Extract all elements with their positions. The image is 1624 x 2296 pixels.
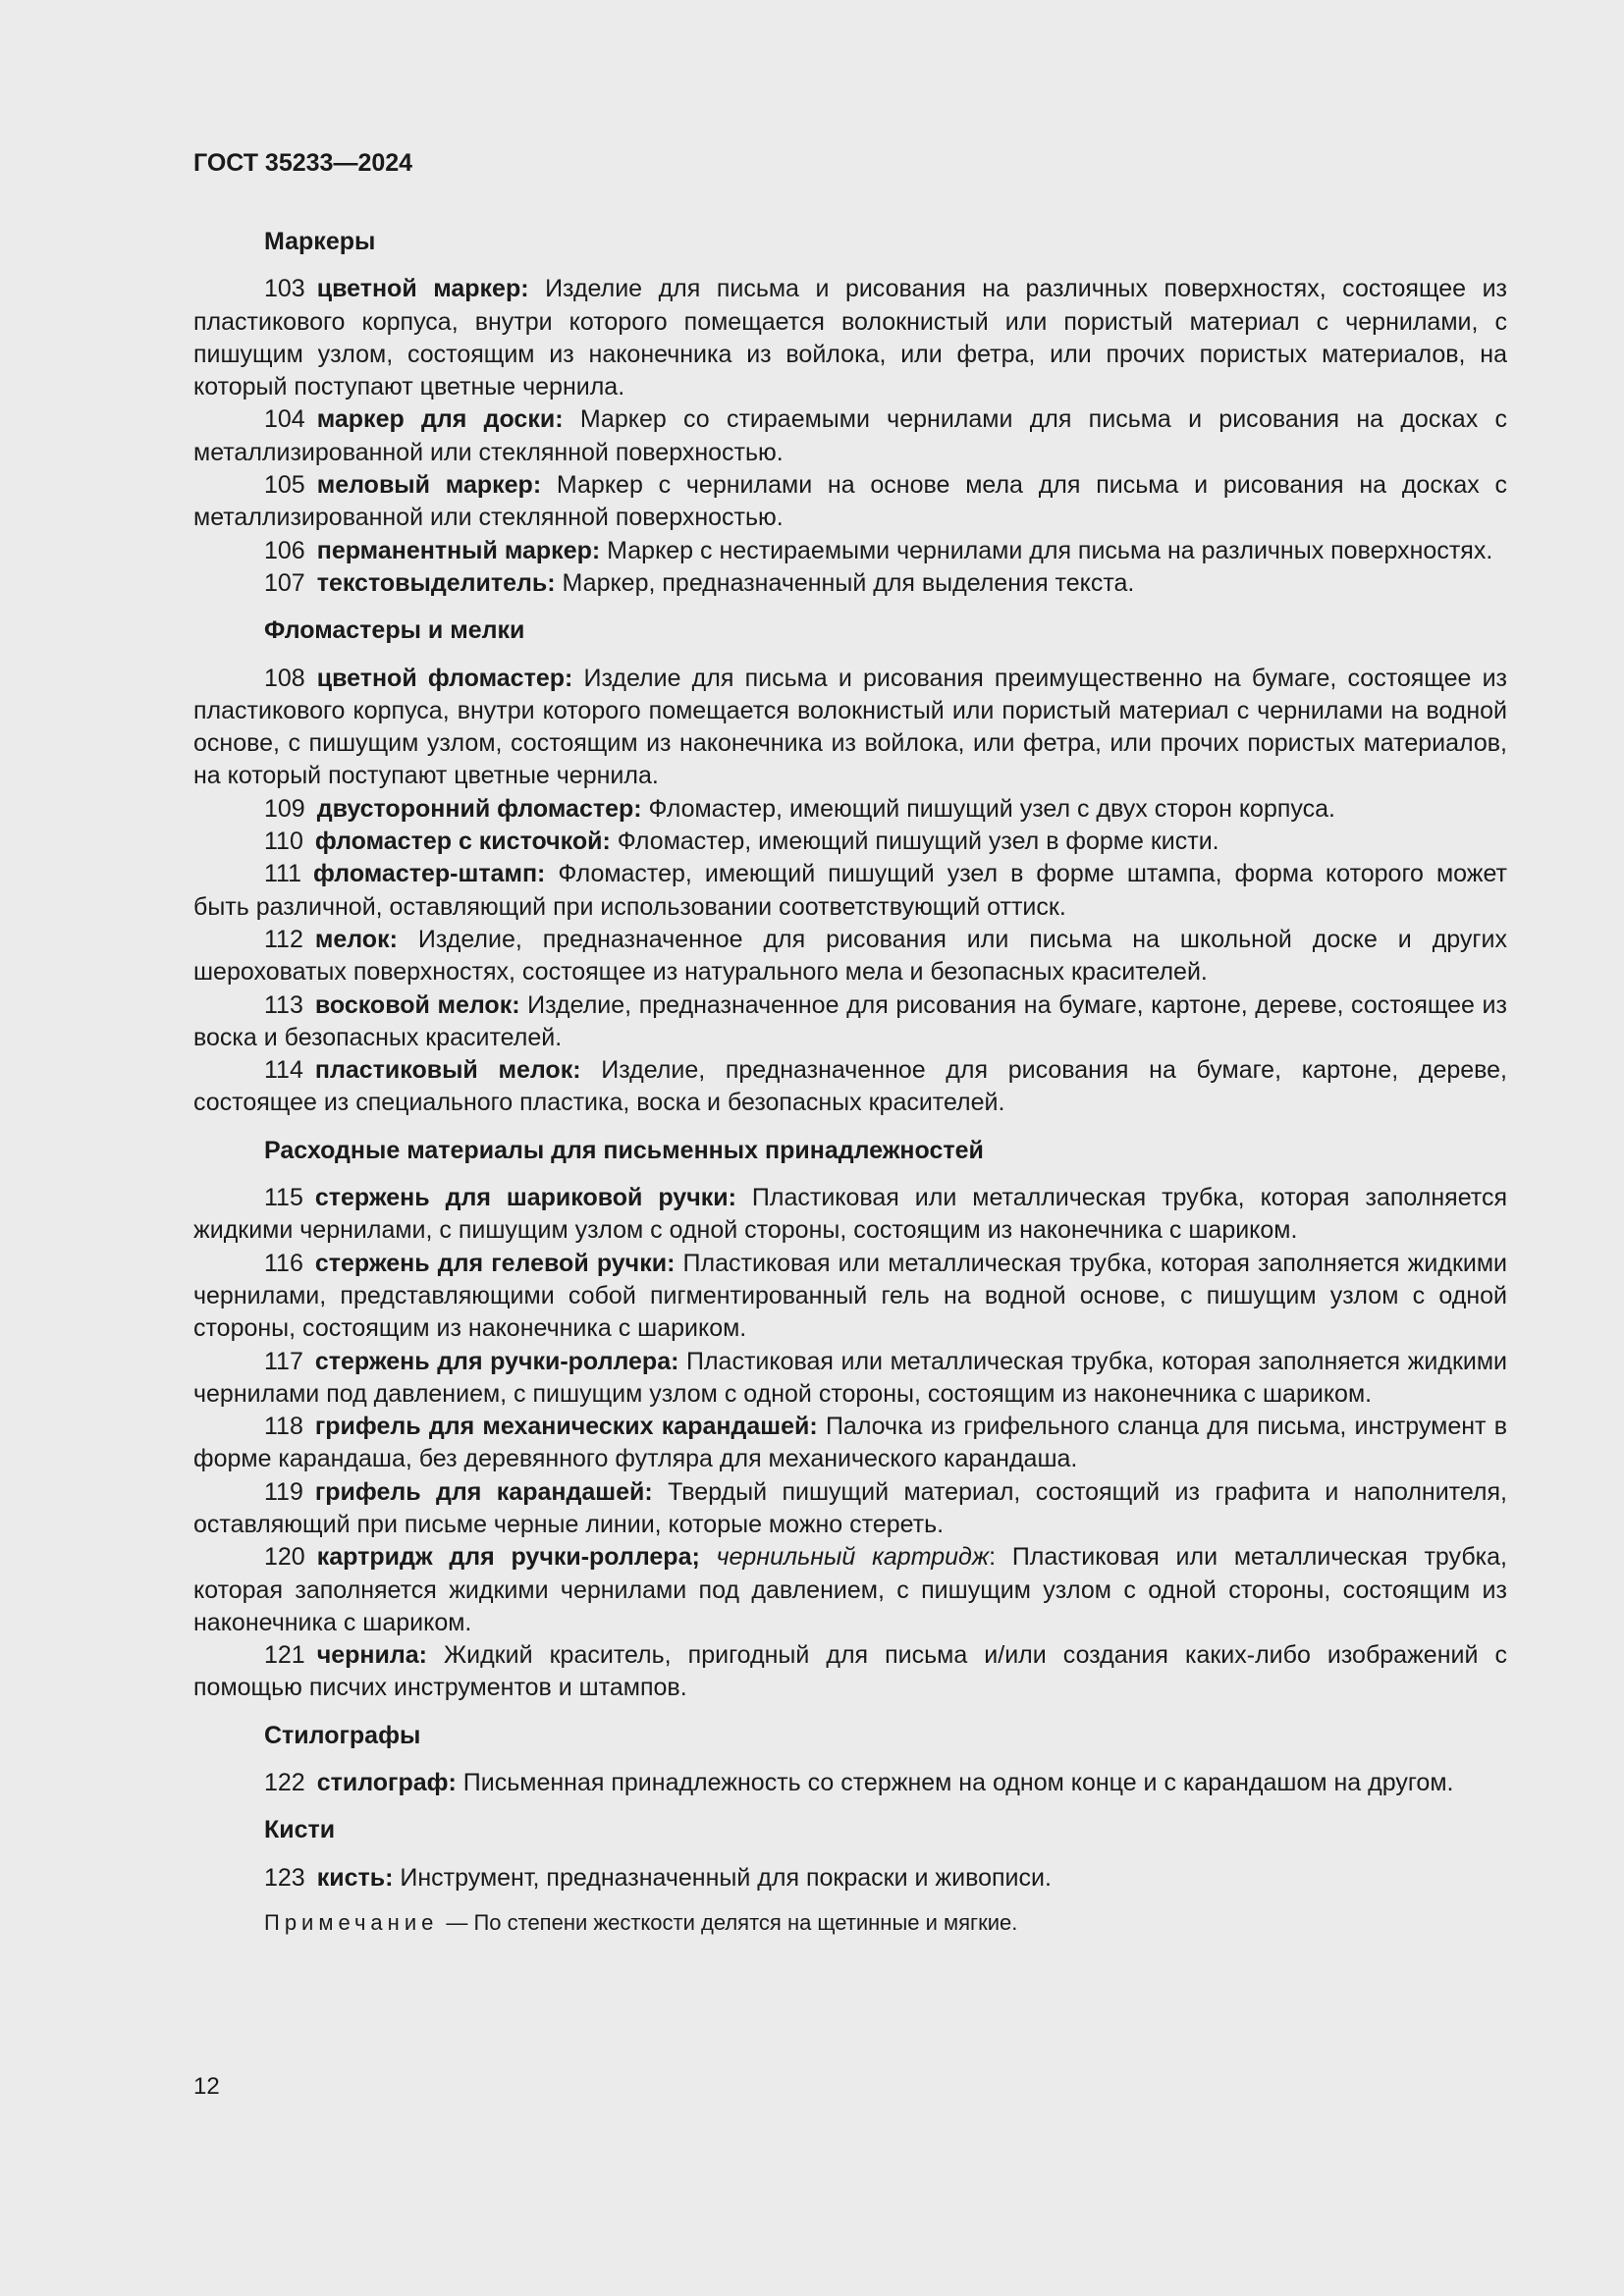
term-number: 107 bbox=[264, 568, 305, 597]
term-definition: Пластиковая или металлическая трубка, которая заполняется жидкими чернилами под давлением, с пишущим узлом с одной стороны, состоящим из наконечника с шариком. bbox=[193, 1347, 1507, 1408]
term-number: 114 bbox=[264, 1056, 303, 1085]
term-name: пластиковый мелок: bbox=[314, 1056, 581, 1085]
section-heading: Фломастеры и мелки bbox=[264, 616, 525, 645]
term-definition: Маркер с нестираемыми чернилами для письма на различных поверхностях. bbox=[600, 536, 1493, 564]
section-heading: Стилографы bbox=[264, 1721, 421, 1749]
term-number: 105 bbox=[264, 471, 305, 500]
term-name: стилограф: bbox=[316, 1769, 457, 1797]
term-entry bbox=[193, 567, 1507, 600]
term-entry bbox=[193, 535, 1507, 567]
term-number: 115 bbox=[264, 1184, 303, 1212]
term-name: грифель для механических карандашей: bbox=[314, 1413, 818, 1441]
term-definition: Изделие, предназначенное для рисования или письма на школьной доске и других шероховатых поверхностях, состоящее из натурального мела и безопасных красителей. bbox=[193, 925, 1507, 987]
term-definition: Маркер с чернилами на основе мела для письма и рисования на досках с металлизированной или стеклянной поверхностью. bbox=[193, 471, 1507, 532]
term-entry bbox=[193, 403, 1507, 469]
term-definition: Пластиковая или металлическая трубка, которая заполняется жидкими чернилами, с пишущим узлом с одной стороны, состоящим из наконечника с шариком. bbox=[193, 1184, 1507, 1245]
term-entry bbox=[193, 1411, 1507, 1476]
term-number: 118 bbox=[264, 1413, 303, 1441]
term-number: 108 bbox=[264, 664, 305, 692]
term-name: фломастер-штамп: bbox=[313, 860, 546, 888]
term-definition: Изделие, предназначенное для рисования на бумаге, картоне, дереве, состоящее из воска и безопасных красителей. bbox=[193, 990, 1507, 1051]
term-definition: Инструмент, предназначенный для покраски и живописи. bbox=[393, 1863, 1052, 1892]
term-entry bbox=[193, 1248, 1507, 1346]
term-number: 110 bbox=[264, 828, 303, 856]
term-entry bbox=[193, 858, 1507, 924]
note bbox=[193, 1906, 1507, 1939]
term-synonym: чернильный картридж bbox=[699, 1543, 990, 1572]
term-name: стержень для ручки-роллера: bbox=[314, 1347, 679, 1375]
term-name: картридж для ручки-роллера; bbox=[316, 1543, 700, 1572]
term-number: 111 bbox=[264, 860, 302, 888]
term-name: фломастер с кисточкой: bbox=[314, 828, 611, 856]
term-name: цветной маркер: bbox=[316, 275, 529, 303]
term-definition: Фломастер, имеющий пишущий узел в форме штампа, форма которого может быть различной, оставляющий при использовании соответствующий оттиск. bbox=[193, 860, 1507, 921]
term-name: перманентный маркер: bbox=[316, 536, 601, 564]
term-name: стержень для гелевой ручки: bbox=[314, 1249, 676, 1277]
term-entry bbox=[193, 989, 1507, 1055]
term-definition: Жидкий краситель, пригодный для письма и/или создания каких-либо изображений с помощью писчих инструментов и штампов. bbox=[193, 1641, 1507, 1702]
term-entry bbox=[193, 1054, 1507, 1120]
term-entry bbox=[193, 273, 1507, 403]
term-number: 103 bbox=[264, 275, 305, 303]
term-entry bbox=[193, 469, 1507, 535]
term-entry bbox=[193, 1862, 1507, 1895]
term-entry bbox=[193, 1182, 1507, 1248]
term-name: двусторонний фломастер: bbox=[316, 794, 642, 823]
term-entry bbox=[193, 826, 1507, 858]
term-name: чернила: bbox=[316, 1641, 427, 1670]
term-entry bbox=[193, 793, 1507, 826]
term-entry bbox=[193, 924, 1507, 989]
term-definition: : Пластиковая или металлическая трубка, которая заполняется жидкими чернилами под давлением, с пишущим узлом с одной стороны, состоящим из наконечника с шариком. bbox=[193, 1543, 1507, 1636]
section-heading: Расходные материалы для письменных принадлежностей bbox=[264, 1136, 984, 1164]
document-code: ГОСТ 35233—2024 bbox=[193, 149, 413, 177]
term-entry bbox=[193, 663, 1507, 793]
term-number: 123 bbox=[264, 1863, 305, 1892]
section-heading: Кисти bbox=[264, 1816, 336, 1844]
term-number: 120 bbox=[264, 1543, 305, 1572]
term-number: 119 bbox=[264, 1477, 303, 1506]
term-definition: Твердый пишущий материал, состоящий из графита и наполнителя, оставляющий при письме черные линии, которые можно стереть. bbox=[193, 1477, 1507, 1538]
term-definition: Письменная принадлежность со стержнем на одном конце и с карандашом на другом. bbox=[456, 1769, 1454, 1797]
term-definition: Пластиковая или металлическая трубка, которая заполняется жидкими чернилами, представляющими собой пигментированный гель на водной основе, с пишущим узлом с одной стороны, состоящим из наконечника с шариком. bbox=[193, 1249, 1507, 1343]
term-number: 112 bbox=[264, 925, 303, 953]
term-entry bbox=[193, 1346, 1507, 1412]
term-number: 116 bbox=[264, 1249, 303, 1277]
page-number: 12 bbox=[193, 2073, 220, 2100]
term-definition: Фломастер, имеющий пишущий узел с двух сторон корпуса. bbox=[641, 794, 1335, 823]
term-name: текстовыделитель: bbox=[316, 568, 556, 597]
term-name: грифель для карандашей: bbox=[314, 1477, 653, 1506]
document-page bbox=[193, 0, 1507, 2296]
document-body bbox=[193, 226, 1507, 1939]
term-name: мелок: bbox=[314, 925, 398, 953]
term-definition: Маркер со стираемыми чернилами для письма и рисования на досках с металлизированной или стеклянной поверхностью. bbox=[193, 405, 1507, 466]
term-name: меловый маркер: bbox=[316, 471, 542, 500]
term-definition: Изделие для письма и рисования на различных поверхностях, состоящее из пластикового корпуса, внутри которого помещается волокнистый или пористый материал с чернилами, с пишущим узлом, состоящим из наконечника из войлока, или фетра, или прочих пористых материалов, на который поступают цветные чернила. bbox=[193, 275, 1507, 401]
term-definition: Фломастер, имеющий пишущий узел в форме кисти. bbox=[610, 828, 1219, 856]
term-entry bbox=[193, 1541, 1507, 1639]
term-definition: Маркер, предназначенный для выделения текста. bbox=[555, 568, 1135, 597]
term-name: восковой мелок: bbox=[314, 990, 520, 1019]
term-definition: Изделие для письма и рисования преимущественно на бумаге, состоящее из пластикового корпуса, внутри которого помещается волокнистый или пористый материал с чернилами на водной основе, с пишущим узлом, состоящим из наконечника из войлока, или фетра, или прочих пористых материалов, на который поступают цветные чернила. bbox=[193, 664, 1508, 790]
term-entry bbox=[193, 1476, 1507, 1542]
term-number: 106 bbox=[264, 536, 305, 564]
term-entry bbox=[193, 1639, 1507, 1705]
note-label: Примечание bbox=[264, 1909, 439, 1935]
term-name: цветной фломастер: bbox=[316, 664, 573, 692]
term-entry bbox=[193, 1767, 1507, 1799]
term-number: 122 bbox=[264, 1769, 305, 1797]
section-heading: Маркеры bbox=[264, 228, 376, 255]
term-number: 113 bbox=[264, 990, 303, 1019]
term-number: 104 bbox=[264, 405, 305, 434]
term-definition: Палочка из грифельного сланца для письма, инструмент в форме карандаша, без деревянного футляра для механического карандаша. bbox=[193, 1413, 1507, 1473]
term-definition: Изделие, предназначенное для рисования на бумаге, картоне, дереве, состоящее из специального пластика, воска и безопасных красителей. bbox=[193, 1056, 1508, 1117]
note-text: — По степени жесткости делятся на щетинные и мягкие. bbox=[446, 1909, 1018, 1935]
term-name: стержень для шариковой ручки: bbox=[314, 1184, 736, 1212]
term-name: маркер для доски: bbox=[316, 405, 564, 434]
term-number: 117 bbox=[264, 1347, 303, 1375]
term-number: 109 bbox=[264, 794, 305, 823]
term-number: 121 bbox=[264, 1641, 305, 1670]
term-name: кисть: bbox=[316, 1863, 394, 1892]
